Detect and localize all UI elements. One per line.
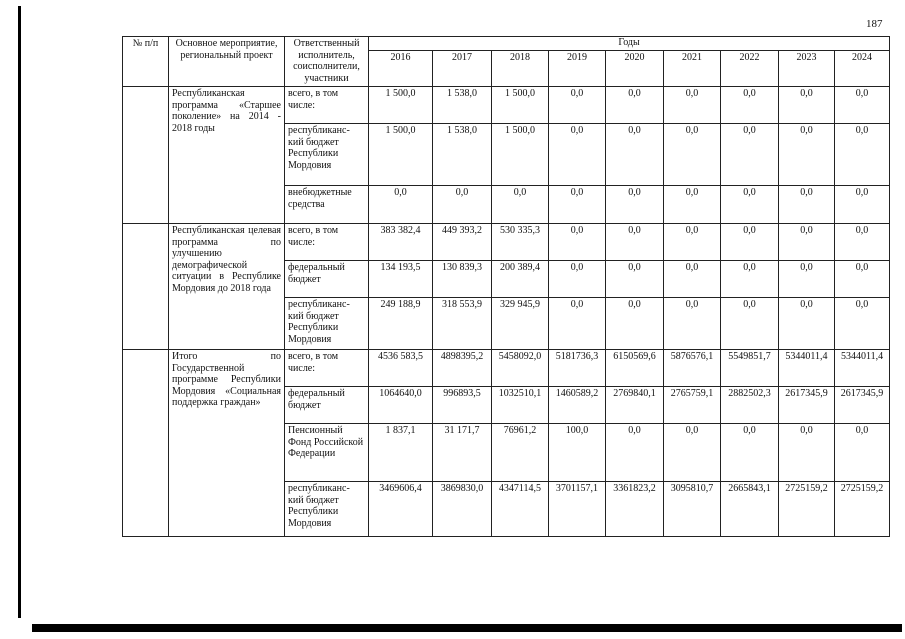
value-cell: 0,0 [549, 87, 606, 124]
value-cell: 383 382,4 [369, 224, 433, 261]
funding-source-cell: республиканс-кий бюджет Республики Мордовия [285, 482, 369, 537]
year-header: 2024 [835, 51, 890, 87]
value-cell: 0,0 [835, 87, 890, 124]
value-cell: 3361823,2 [606, 482, 664, 537]
value-cell: 2765759,1 [664, 387, 721, 424]
value-cell: 530 335,3 [492, 224, 549, 261]
value-cell: 0,0 [779, 87, 835, 124]
value-cell: 0,0 [606, 87, 664, 124]
value-cell: 1 500,0 [369, 124, 433, 186]
value-cell: 76961,2 [492, 424, 549, 482]
value-cell: 0,0 [606, 261, 664, 298]
value-cell: 3095810,7 [664, 482, 721, 537]
value-cell: 0,0 [721, 186, 779, 224]
value-cell: 0,0 [664, 424, 721, 482]
value-cell: 2665843,1 [721, 482, 779, 537]
year-header: 2019 [549, 51, 606, 87]
value-cell: 0,0 [721, 298, 779, 350]
budget-table [122, 36, 890, 537]
value-cell: 0,0 [369, 186, 433, 224]
value-cell: 0,0 [835, 124, 890, 186]
value-cell: 1064640,0 [369, 387, 433, 424]
value-cell: 1 500,0 [492, 87, 549, 124]
row-number-cell [123, 350, 169, 537]
year-header: 2020 [606, 51, 664, 87]
funding-source-cell: федеральный бюджет [285, 387, 369, 424]
header-years: Годы [369, 37, 890, 51]
value-cell: 0,0 [433, 186, 492, 224]
value-cell: 0,0 [664, 87, 721, 124]
value-cell: 2882502,3 [721, 387, 779, 424]
value-cell: 5458092,0 [492, 350, 549, 387]
value-cell: 130 839,3 [433, 261, 492, 298]
value-cell: 0,0 [606, 224, 664, 261]
value-cell: 0,0 [606, 424, 664, 482]
value-cell: 0,0 [779, 298, 835, 350]
event-cell: Республиканская программа «Старшее поколение» на 2014 - 2018 годы [169, 87, 285, 224]
funding-source-cell: федеральный бюджет [285, 261, 369, 298]
value-cell: 249 188,9 [369, 298, 433, 350]
value-cell: 1 538,0 [433, 87, 492, 124]
value-cell: 0,0 [492, 186, 549, 224]
table-row [123, 350, 890, 387]
funding-source-cell: внебюджетные средства [285, 186, 369, 224]
value-cell: 0,0 [664, 224, 721, 261]
value-cell: 6150569,6 [606, 350, 664, 387]
funding-source-cell: всего, в том числе: [285, 350, 369, 387]
year-header: 2017 [433, 51, 492, 87]
event-cell: Республиканская целевая программа по улучшению демографической ситуации в Республике Мордовия до 2018 года [169, 224, 285, 350]
header-event: Основное мероприятие, региональный проект [169, 37, 285, 87]
value-cell: 0,0 [721, 261, 779, 298]
value-cell: 1 500,0 [492, 124, 549, 186]
year-header: 2022 [721, 51, 779, 87]
value-cell: 0,0 [721, 124, 779, 186]
year-header: 2023 [779, 51, 835, 87]
value-cell: 2725159,2 [779, 482, 835, 537]
value-cell: 31 171,7 [433, 424, 492, 482]
year-header: 2021 [664, 51, 721, 87]
table-row [123, 87, 890, 124]
value-cell: 0,0 [835, 261, 890, 298]
value-cell: 0,0 [549, 298, 606, 350]
value-cell: 0,0 [779, 224, 835, 261]
value-cell: 4898395,2 [433, 350, 492, 387]
value-cell: 0,0 [835, 186, 890, 224]
value-cell: 0,0 [835, 424, 890, 482]
value-cell: 0,0 [549, 186, 606, 224]
value-cell: 0,0 [721, 87, 779, 124]
funding-source-cell: всего, в том числе: [285, 224, 369, 261]
value-cell: 2617345,9 [779, 387, 835, 424]
value-cell: 0,0 [664, 298, 721, 350]
year-header: 2018 [492, 51, 549, 87]
value-cell: 449 393,2 [433, 224, 492, 261]
value-cell: 134 193,5 [369, 261, 433, 298]
funding-source-cell: республиканс-кий бюджет Республики Мордовия [285, 124, 369, 186]
value-cell: 996893,5 [433, 387, 492, 424]
value-cell: 0,0 [779, 424, 835, 482]
value-cell: 318 553,9 [433, 298, 492, 350]
value-cell: 100,0 [549, 424, 606, 482]
value-cell: 3469606,4 [369, 482, 433, 537]
row-number-cell [123, 87, 169, 224]
value-cell: 200 389,4 [492, 261, 549, 298]
header-responsible: Ответственный исполнитель, соисполнители, участники [285, 37, 369, 87]
value-cell: 5549851,7 [721, 350, 779, 387]
value-cell: 5344011,4 [779, 350, 835, 387]
value-cell: 0,0 [549, 224, 606, 261]
funding-source-cell: всего, в том числе: [285, 87, 369, 124]
value-cell: 0,0 [549, 261, 606, 298]
value-cell: 1032510,1 [492, 387, 549, 424]
table-body [123, 87, 890, 537]
value-cell: 1 500,0 [369, 87, 433, 124]
value-cell: 0,0 [721, 424, 779, 482]
value-cell: 0,0 [606, 298, 664, 350]
value-cell: 0,0 [779, 261, 835, 298]
value-cell: 3701157,1 [549, 482, 606, 537]
year-header: 2016 [369, 51, 433, 87]
value-cell: 0,0 [779, 186, 835, 224]
value-cell: 0,0 [835, 224, 890, 261]
value-cell: 2769840,1 [606, 387, 664, 424]
value-cell: 2617345,9 [835, 387, 890, 424]
value-cell: 4536 583,5 [369, 350, 433, 387]
value-cell: 0,0 [721, 224, 779, 261]
value-cell: 0,0 [664, 186, 721, 224]
value-cell: 0,0 [835, 298, 890, 350]
value-cell: 1460589,2 [549, 387, 606, 424]
funding-source-cell: республиканс-кий бюджет Республики Мордовия [285, 298, 369, 350]
value-cell: 5181736,3 [549, 350, 606, 387]
event-cell: Итого по Государственной программе Республики Мордовия «Социальная поддержка граждан» [169, 350, 285, 537]
table-row [123, 224, 890, 261]
value-cell: 329 945,9 [492, 298, 549, 350]
header-no: № п/п [123, 37, 169, 87]
left-border-line [18, 6, 21, 618]
value-cell: 0,0 [779, 124, 835, 186]
value-cell: 5344011,4 [835, 350, 890, 387]
page-number: 187 [866, 18, 883, 30]
value-cell: 1 837,1 [369, 424, 433, 482]
funding-source-cell: Пенсионный Фонд Российской Федерации [285, 424, 369, 482]
value-cell: 1 538,0 [433, 124, 492, 186]
value-cell: 0,0 [664, 261, 721, 298]
value-cell: 0,0 [549, 124, 606, 186]
value-cell: 4347114,5 [492, 482, 549, 537]
value-cell: 0,0 [664, 124, 721, 186]
value-cell: 2725159,2 [835, 482, 890, 537]
value-cell: 0,0 [606, 186, 664, 224]
row-number-cell [123, 224, 169, 350]
bottom-border-line [32, 624, 902, 632]
value-cell: 0,0 [606, 124, 664, 186]
value-cell: 5876576,1 [664, 350, 721, 387]
value-cell: 3869830,0 [433, 482, 492, 537]
